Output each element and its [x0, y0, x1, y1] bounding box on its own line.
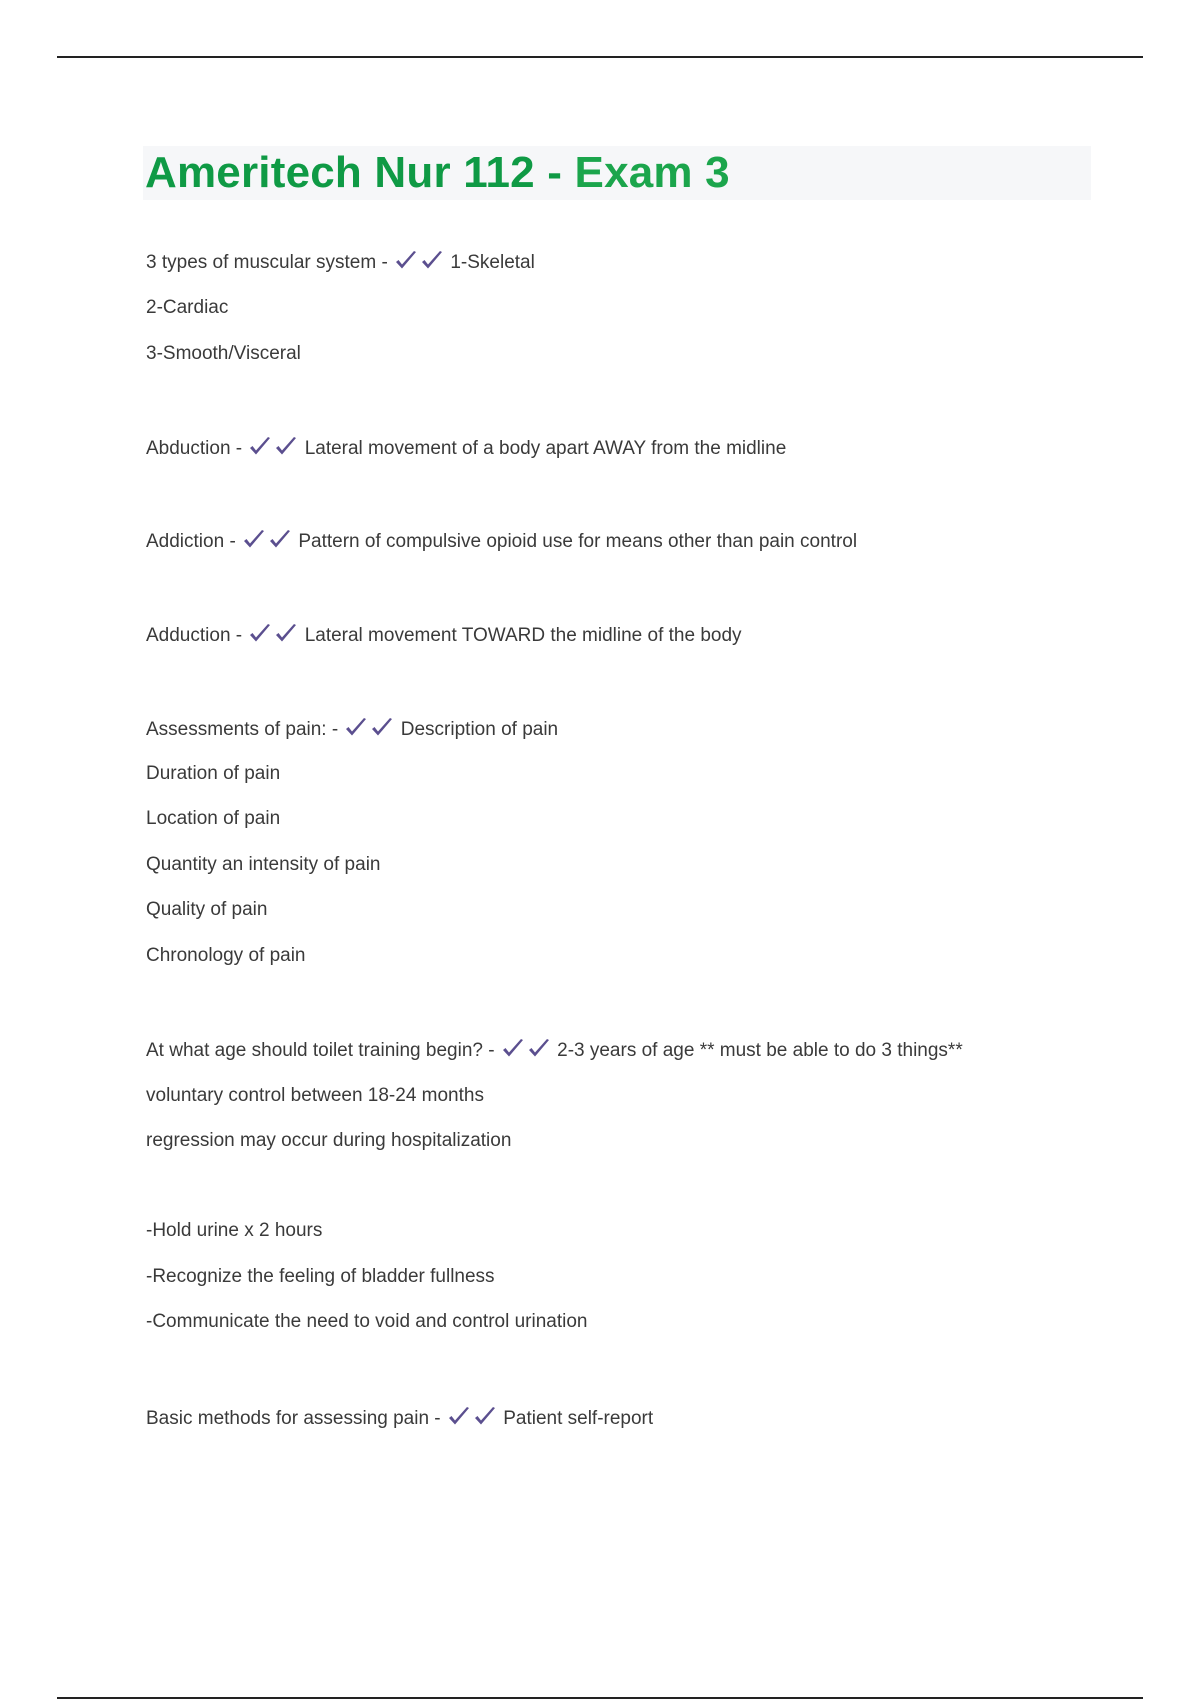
entry-2-line [146, 527, 857, 553]
entry-0-extra-0: 2-Cardiac [146, 297, 229, 318]
title-part-2: Exam 3 [574, 148, 730, 197]
entry-term: Adduction - [146, 625, 243, 646]
check-mark-icon [247, 434, 273, 460]
entry-4-line [146, 715, 558, 741]
entry-0-line [146, 248, 535, 274]
check-mark-icon [273, 434, 299, 460]
entry-5-line [146, 1036, 963, 1062]
check-mark-icon [393, 248, 419, 274]
entry-1-line [146, 434, 786, 460]
entry-answer: Description of pain [400, 719, 559, 740]
entry-term: At what age should toilet training begin? - [146, 1040, 495, 1061]
check-mark-icon [267, 527, 293, 553]
check-mark-icon [446, 1404, 472, 1430]
check-mark-icon [369, 715, 395, 741]
entry-answer: Patient self-report [503, 1408, 654, 1429]
bottom-rule [57, 1697, 1143, 1699]
entry-term: 3 types of muscular system - [146, 252, 388, 273]
entry-4-extra-4: Chronology of pain [146, 945, 306, 966]
entry-answer: 2-3 years of age ** must be able to do 3 things** [557, 1040, 963, 1061]
entry-5-extra-3: -Recognize the feeling of bladder fullness [146, 1266, 495, 1287]
entry-term: Basic methods for assessing pain - [146, 1408, 441, 1429]
document-title [145, 146, 730, 200]
check-mark-icon [526, 1036, 552, 1062]
entry-5-extra-2: -Hold urine x 2 hours [146, 1220, 323, 1241]
check-mark-icon [419, 248, 445, 274]
entry-3-line [146, 621, 742, 647]
entry-answer: Lateral movement TOWARD the midline of the body [304, 625, 742, 646]
check-mark-icon [247, 621, 273, 647]
check-mark-icon [343, 715, 369, 741]
entry-answer: Lateral movement of a body apart AWAY from the midline [304, 438, 787, 459]
entry-4-extra-0: Duration of pain [146, 763, 281, 784]
title-separator: - [547, 148, 563, 197]
entry-answer: 1-Skeletal [450, 252, 535, 273]
entry-5-extra-0: voluntary control between 18-24 months [146, 1085, 484, 1106]
check-mark-icon [500, 1036, 526, 1062]
entry-5-extra-1: regression may occur during hospitalization [146, 1130, 512, 1151]
entry-answer: Pattern of compulsive opioid use for means other than pain control [298, 531, 858, 552]
entry-4-extra-2: Quantity an intensity of pain [146, 854, 381, 875]
entry-4-extra-3: Quality of pain [146, 899, 268, 920]
entry-0-extra-1: 3-Smooth/Visceral [146, 343, 301, 364]
entry-term: Abduction - [146, 438, 243, 459]
check-mark-icon [273, 621, 299, 647]
entry-term: Assessments of pain: - [146, 719, 339, 740]
check-mark-icon [472, 1404, 498, 1430]
entry-5-extra-4: -Communicate the need to void and control urination [146, 1311, 588, 1332]
check-mark-icon [241, 527, 267, 553]
entry-4-extra-1: Location of pain [146, 808, 281, 829]
title-part-1: Ameritech Nur 112 [145, 148, 535, 197]
entry-term: Addiction - [146, 531, 236, 552]
entry-6-line [146, 1404, 653, 1430]
top-rule [57, 56, 1143, 58]
